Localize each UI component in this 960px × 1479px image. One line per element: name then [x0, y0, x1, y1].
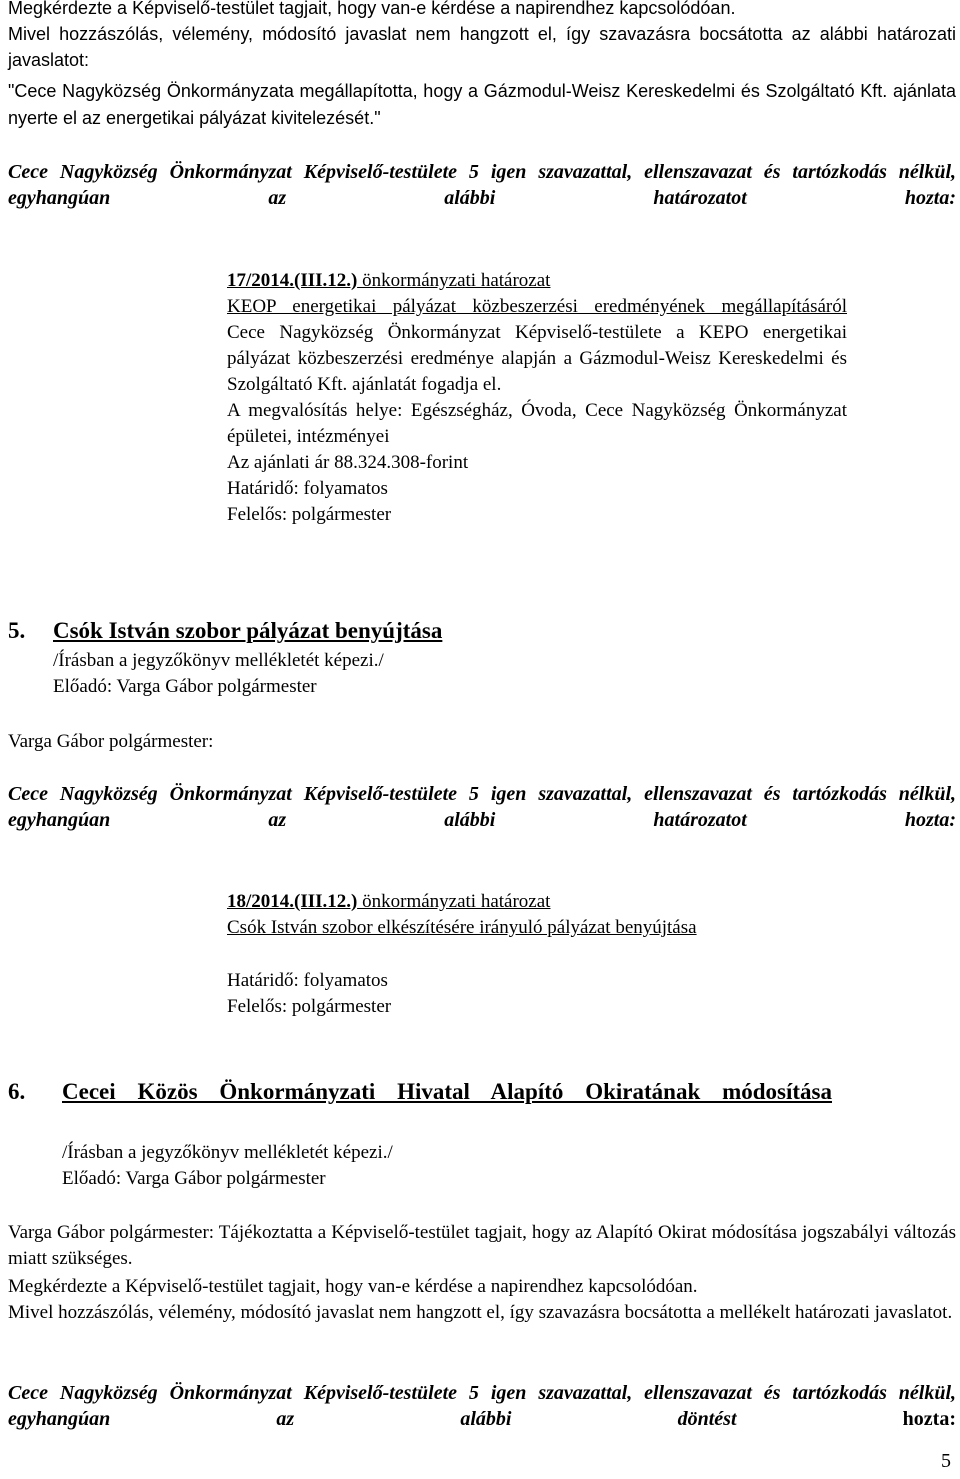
vote-call-paragraph: Mivel hozzászólás, vélemény, módosító javaslat nem hangzott el, így szavazásra bocsátotta a mellékelt határozati javaslatot.	[8, 1302, 953, 1323]
resolution-price: Az ajánlati ár 88.324.308-forint	[227, 452, 469, 473]
resolution-number: 18/2014.(III.12.)	[227, 891, 358, 912]
section-title: Cecei Közös Önkormányzati Hivatal Alapító Okiratának módosítása	[62, 1079, 832, 1104]
resolution-number: 17/2014.(III.12.)	[227, 270, 358, 291]
resolution-title: KEOP energetikai pályázat közbeszerzési eredményének megállapításáról	[227, 296, 847, 317]
section-number: 6.	[8, 1079, 26, 1104]
page-number: 5	[941, 1450, 951, 1472]
resolution-17	[8, 268, 956, 528]
resolution-location: A megvalósítás helye: Egészségház, Óvoda, Cece Nagyközség Önkormányzat épületei, intézményei	[227, 400, 847, 447]
section-5-heading	[8, 616, 956, 646]
resolution-header	[227, 268, 847, 294]
briefing-paragraph: Varga Gábor polgármester: Tájékoztatta a Képviselő-testület tagjait, hogy az Alapító Okirat módosítása jogszabályi változás miatt szükséges.	[8, 1222, 956, 1269]
section-5-meta	[53, 648, 384, 700]
attachment-note: /Írásban a jegyzőkönyv mellékletét képezi./	[53, 650, 384, 671]
resolution-responsible: Felelős: polgármester	[227, 504, 392, 525]
resolution-body: Cece Nagyközség Önkormányzat Képviselő-testülete a KEPO energetikai pályázat közbeszerzési eredménye alapján a Gázmodul-Weisz Kereskedelmi és Szolgáltató Kft. ajánlatát fogadja el.	[227, 322, 847, 395]
attachment-note: /Írásban a jegyzőkönyv mellékletét képezi./	[62, 1142, 393, 1163]
resolution-header	[227, 889, 847, 915]
question-line: Megkérdezte a Képviselő-testület tagjait, hogy van-e kérdése a napirendhez kapcsolódóan.	[8, 1276, 698, 1297]
resolution-18	[8, 889, 956, 1020]
vote-statement: Cece Nagyközség Önkormányzat Képviselő-testülete 5 igen szavazattal, ellenszavazat és tartózkodás nélkül, egyhangúan az alábbi határozatot hozta:	[8, 161, 956, 209]
resolution-kind: önkormányzati határozat	[357, 891, 551, 912]
section-6-meta	[62, 1140, 393, 1192]
presenter: Előadó: Varga Gábor polgármester	[62, 1168, 326, 1189]
resolution-title: Csók István szobor elkészítésére irányuló pályázat benyújtása	[227, 917, 697, 938]
vote-statement: Cece Nagyközség Önkormányzat Képviselő-testülete 5 igen szavazattal, ellenszavazat és tartózkodás nélkül, egyhangúan az alábbi döntést hozta:	[8, 1382, 956, 1430]
speaker-label: Varga Gábor polgármester:	[8, 731, 214, 752]
section-6-heading	[8, 1077, 838, 1107]
vote-statement: Cece Nagyközség Önkormányzat Képviselő-testülete 5 igen szavazattal, ellenszavazat és tartózkodás nélkül, egyhangúan az alábbi határozatot hozta:	[8, 783, 956, 831]
resolution-deadline: Határidő: folyamatos	[227, 970, 388, 991]
resolution-kind: önkormányzati határozat	[357, 270, 551, 291]
resolution-deadline: Határidő: folyamatos	[227, 478, 388, 499]
section-title: Csók István szobor pályázat benyújtása	[53, 618, 443, 643]
section-number: 5.	[8, 618, 26, 643]
question-line: Megkérdezte a Képviselő-testület tagjait, hogy van-e kérdése a napirendhez kapcsolódóan.	[8, 0, 736, 18]
proposal-quote: "Cece Nagyközség Önkormányzata megállapította, hogy a Gázmodul-Weisz Kereskedelmi és Szolgáltató Kft. ajánlata nyerte el az energetikai pályázat kivitelezését."	[8, 81, 956, 128]
vote-call-paragraph: Mivel hozzászólás, vélemény, módosító javaslat nem hangzott el, így szavazásra bocsátotta az alábbi határozati javaslatot:	[8, 24, 956, 70]
presenter: Előadó: Varga Gábor polgármester	[53, 676, 317, 697]
resolution-responsible: Felelős: polgármester	[227, 996, 392, 1017]
